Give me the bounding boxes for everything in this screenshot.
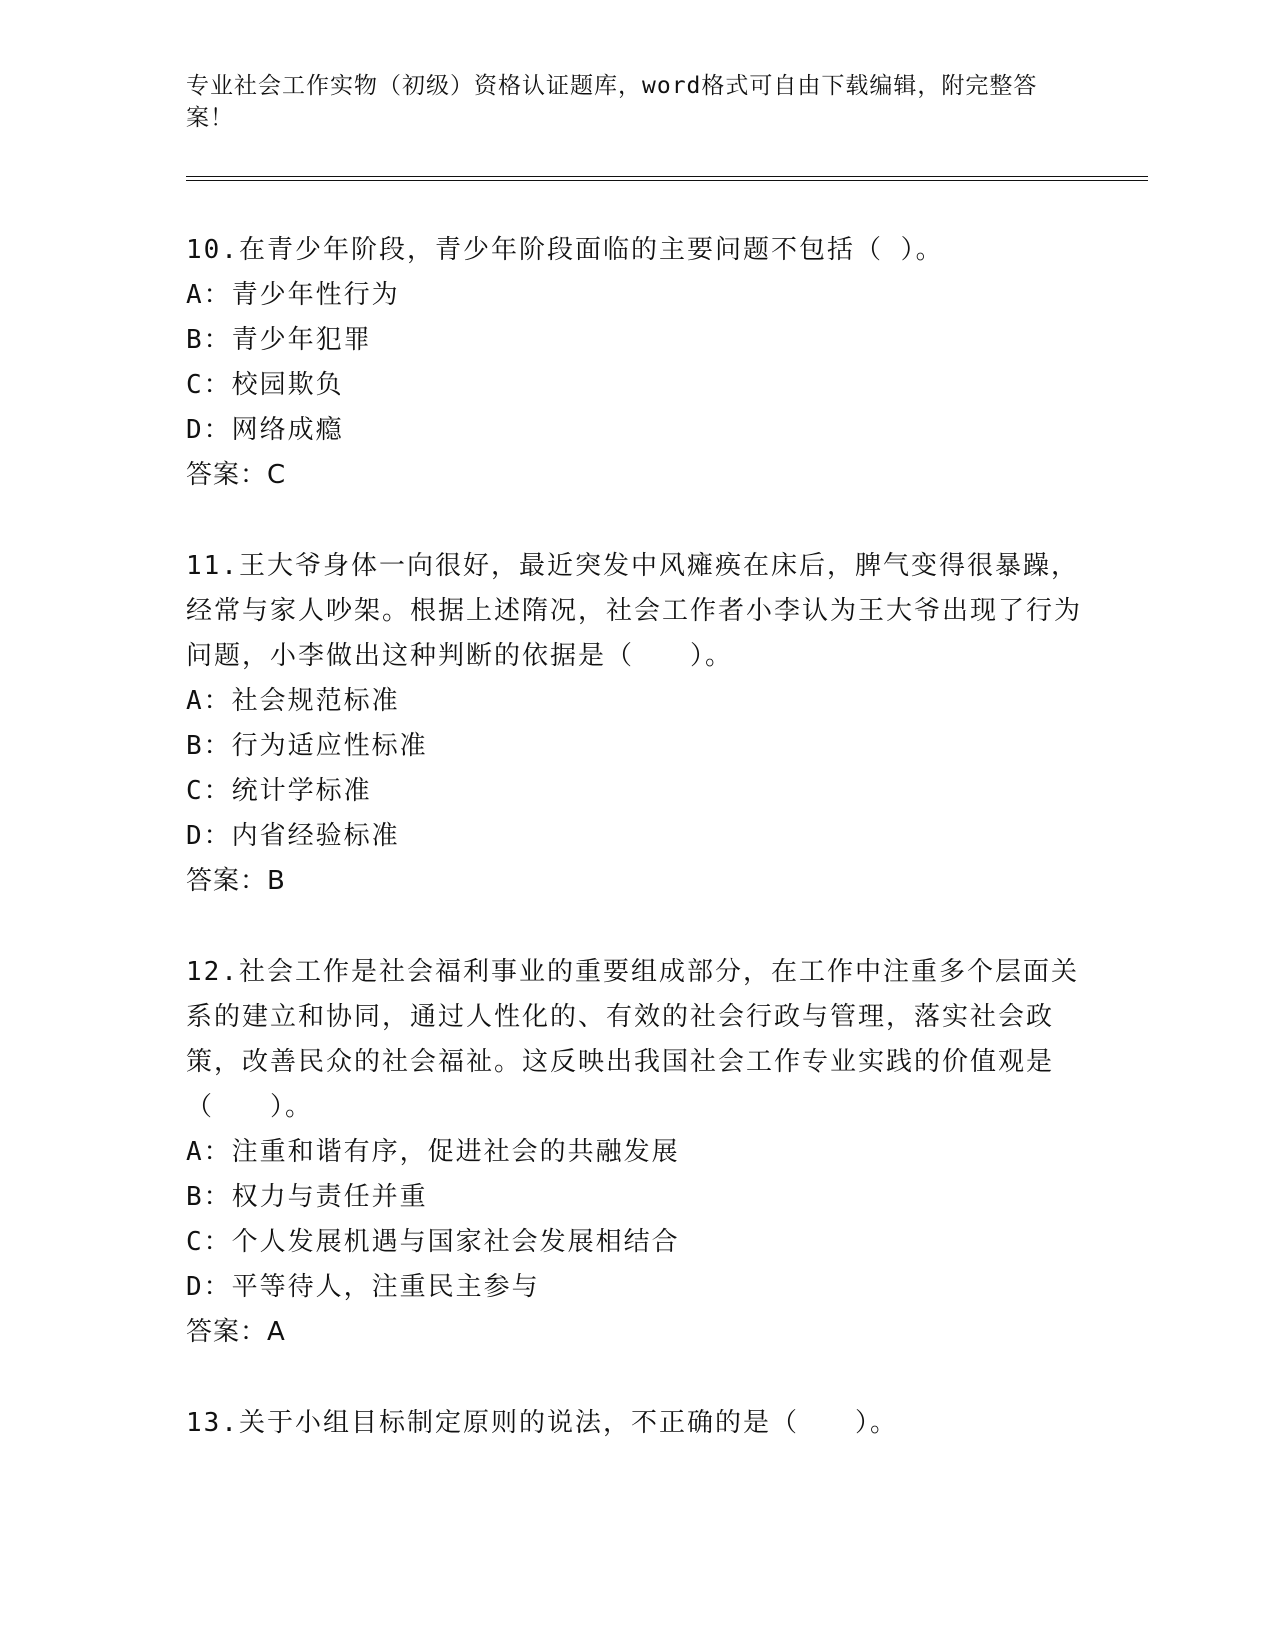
option-letter: C： xyxy=(186,776,232,806)
option-text: 权力与责任并重 xyxy=(231,1182,428,1212)
option-d xyxy=(186,1265,1086,1310)
option-c xyxy=(186,769,1086,814)
question-stem: 10.在青少年阶段，青少年阶段面临的主要问题不包括（ ）。 xyxy=(186,235,944,265)
option-letter: A： xyxy=(186,686,232,716)
option-text: 个人发展机遇与国家社会发展相结合 xyxy=(231,1227,680,1257)
question-list xyxy=(186,228,1086,1492)
option-letter: B： xyxy=(186,731,232,761)
question-13 xyxy=(186,1401,1086,1446)
option-text: 青少年犯罪 xyxy=(231,325,372,355)
option-d xyxy=(186,408,1086,453)
page-header-title: 专业社会工作实物（初级）资格认证题库，word格式可自由下载编辑，附完整答案！ xyxy=(186,73,1038,131)
option-text: 平等待人，注重民主参与 xyxy=(231,1272,540,1302)
question-12 xyxy=(186,950,1086,1355)
answer-label: 答案： xyxy=(186,1317,268,1347)
option-text: 社会规范标准 xyxy=(231,686,400,716)
option-text: 注重和谐有序，促进社会的共融发展 xyxy=(231,1137,680,1167)
answer-line xyxy=(186,1310,1086,1355)
option-letter: C： xyxy=(186,370,232,400)
option-letter: B： xyxy=(186,1182,232,1212)
option-letter: D： xyxy=(186,415,232,445)
answer-line xyxy=(186,453,1086,498)
header-divider xyxy=(186,176,1148,181)
option-text: 行为适应性标准 xyxy=(231,731,428,761)
option-text: 统计学标准 xyxy=(231,776,372,806)
option-text: 内省经验标准 xyxy=(231,821,400,851)
question-stem: 12.社会工作是社会福利事业的重要组成部分，在工作中注重多个层面关系的建立和协同，通过人性化的、有效的社会行政与管理，落实社会政策，改善民众的社会福祉。这反映出我国社会工作专业实践的价值观是（ ）。 xyxy=(186,957,1079,1122)
option-b xyxy=(186,724,1086,769)
question-10 xyxy=(186,228,1086,498)
option-letter: A： xyxy=(186,1137,232,1167)
option-letter: D： xyxy=(186,821,232,851)
option-text: 网络成瘾 xyxy=(231,415,344,445)
option-b xyxy=(186,318,1086,363)
option-text: 校园欺负 xyxy=(231,370,344,400)
question-11 xyxy=(186,544,1086,904)
option-a xyxy=(186,679,1086,724)
option-letter: C： xyxy=(186,1227,232,1257)
option-a xyxy=(186,273,1086,318)
option-text: 青少年性行为 xyxy=(231,280,400,310)
option-c xyxy=(186,363,1086,408)
answer-value: B xyxy=(267,866,286,896)
answer-label: 答案： xyxy=(186,866,268,896)
answer-label: 答案： xyxy=(186,460,268,490)
option-a xyxy=(186,1130,1086,1175)
option-letter: B： xyxy=(186,325,232,355)
option-b xyxy=(186,1175,1086,1220)
question-stem: 11.王大爷身体一向很好，最近突发中风瘫痪在床后，脾气变得很暴躁，经常与家人吵架。根据上述隋况，社会工作者小李认为王大爷出现了行为问题，小李做出这种判断的依据是（ ）。 xyxy=(186,551,1083,671)
question-stem: 13.关于小组目标制定原则的说法，不正确的是（ ）。 xyxy=(186,1408,898,1438)
answer-value: A xyxy=(267,1317,286,1347)
answer-line xyxy=(186,859,1086,904)
option-letter: D： xyxy=(186,1272,232,1302)
option-d xyxy=(186,814,1086,859)
answer-value: C xyxy=(267,460,287,490)
option-c xyxy=(186,1220,1086,1265)
option-letter: A： xyxy=(186,280,232,310)
